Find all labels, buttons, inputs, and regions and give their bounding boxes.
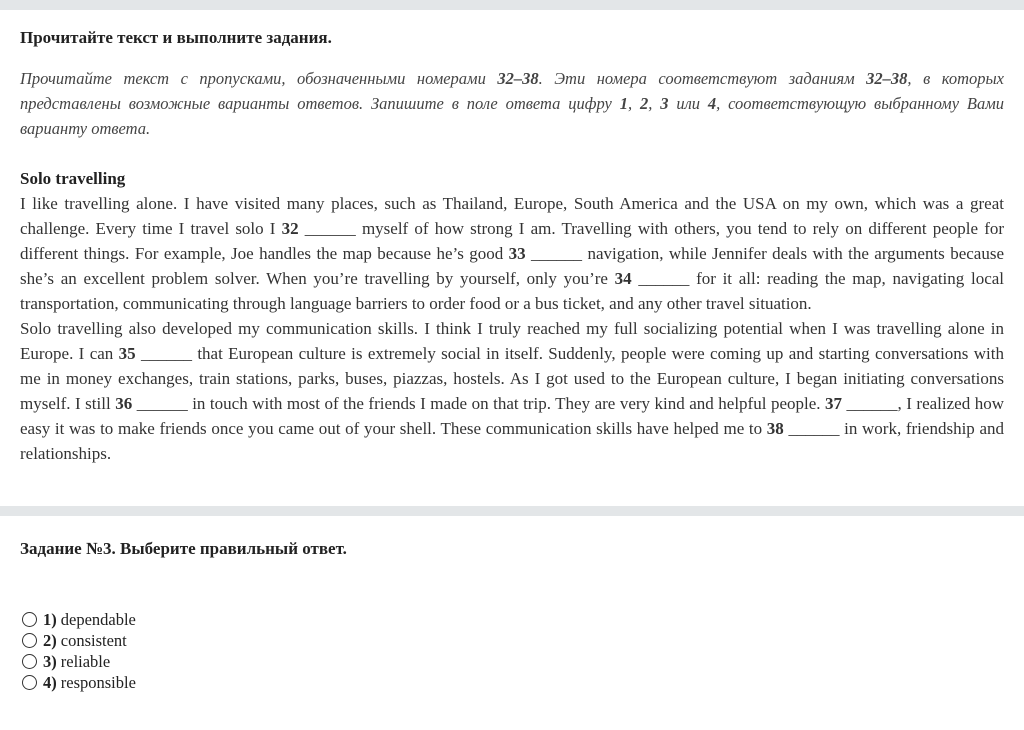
instr-range: 32–38 <box>497 69 539 88</box>
option-2[interactable] <box>20 630 1004 651</box>
gap-blank: ______ <box>783 419 845 438</box>
option-3[interactable] <box>20 651 1004 672</box>
paragraph: I like travelling alone. I have visited many places, such as Thailand, Europe, South America and the USA on my own, which was a great challenge. Every time I travel solo I 32 ______ myself of how strong I am. Travelling with others, you tend to rely on different people for different things. For example, Joe handles the map because he’s good 33 ______ navigation, while Jennifer deals with the arguments because she’s an excellent problem solver. When you’re travelling by yourself, only you’re 34 ______ for it all: reading the map, navigating local transportation, communicating through language barriers to order food or a bus ticket, and any other travel situation. <box>20 194 1005 313</box>
option-label: dependable <box>60 609 136 629</box>
text-title: Solo travelling <box>20 169 126 188</box>
option-4[interactable] <box>20 672 1004 693</box>
radio-button[interactable] <box>22 612 37 627</box>
paragraph: Solo travelling also developed my communication skills. I think I truly reached my full socializing potential when I was travelling alone in Europe. I can 35 ______ that European culture is extremely social in itself. Suddenly, people were coming up and starting conversations with me in money exchanges, train stations, parks, buses, piazzas, hostels. As I got used to the European culture, I began initiating conversations myself. I still 36 ______ in touch with most of the friends I made on that trip. They are very kind and helpful people. 37 ______, I realized how easy it was to make friends once you came out of your shell. These communication skills have helped me to 38 ______ in work, friendship and relationships. <box>20 319 1005 463</box>
radio-button[interactable] <box>22 633 37 648</box>
section-divider <box>0 506 1024 516</box>
option-number: 3) <box>43 651 57 671</box>
option-1[interactable] <box>20 609 1004 630</box>
option-label: consistent <box>60 630 127 650</box>
gap-blank: ______ <box>525 244 588 263</box>
reading-section <box>0 10 1024 466</box>
option-number: 4) <box>43 672 57 692</box>
instructions: Прочитайте текст с пропусками, обозначенными номерами 32–38. Эти номера соответствуют заданиям 32–38, в которых представлены возможные варианты ответов. Запишите в поле ответа цифру 1, 2, 3 или 4, соответствующую выбранному Вами варианту ответа. <box>20 69 1005 138</box>
reading-text <box>20 191 1004 466</box>
instr-text: , в которых представлены возможные варианты ответов. Запишите в поле ответа цифру <box>20 69 1005 113</box>
option-number: 2) <box>43 630 57 650</box>
instr-range: 32–38 <box>866 69 908 88</box>
gap-blank: ______ <box>298 219 362 238</box>
instr-digit: 4 <box>707 94 717 113</box>
gap-blank: ______ <box>842 394 898 413</box>
option-label: responsible <box>60 672 136 692</box>
task-title: Задание №3. Выберите правильный ответ. <box>20 539 347 558</box>
gap-number: 33 <box>508 244 526 263</box>
gap-blank: ______ <box>631 269 697 288</box>
instr-digit: 1 <box>619 94 628 113</box>
gap-blank: ______ <box>132 394 193 413</box>
option-label: reliable <box>60 651 111 671</box>
gap-number: 34 <box>614 269 632 288</box>
answer-options <box>20 609 1004 693</box>
gap-number: 37 <box>825 394 843 413</box>
instr-digit: 3 <box>660 94 669 113</box>
radio-button[interactable] <box>22 654 37 669</box>
task-section <box>0 516 1024 693</box>
gap-number: 36 <box>115 394 133 413</box>
gap-blank: ______ <box>135 344 198 363</box>
instr-digit: 2 <box>639 94 649 113</box>
option-number: 1) <box>43 609 57 629</box>
gap-number: 35 <box>118 344 136 363</box>
radio-button[interactable] <box>22 675 37 690</box>
instr-text: . Эти номера соответствуют заданиям <box>538 69 867 88</box>
gap-number: 38 <box>766 419 784 438</box>
gap-number: 32 <box>281 219 299 238</box>
instr-text: Прочитайте текст с пропусками, обозначенными номерами <box>20 69 498 88</box>
top-divider <box>0 0 1024 10</box>
section-heading: Прочитайте текст и выполните задания. <box>20 28 332 47</box>
instr-text: , соответствующую выбранному Вами варианту ответа. <box>20 94 1005 138</box>
